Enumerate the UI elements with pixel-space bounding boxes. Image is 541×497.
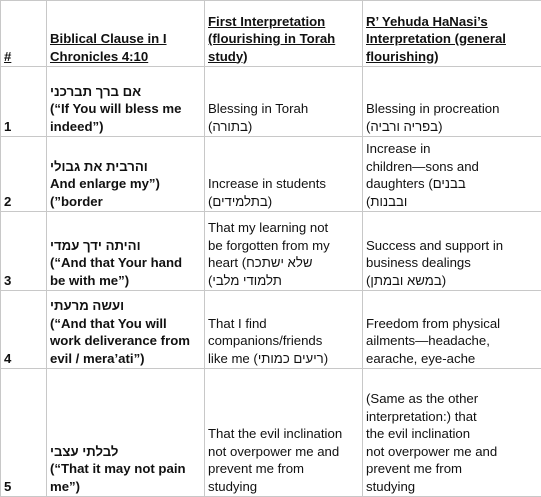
table-row [1, 212, 541, 291]
second-interpretation-cell [363, 291, 541, 369]
clause-cell-line: work deliverance from [50, 332, 201, 350]
first-interpretation-cell-line: studying [208, 478, 359, 496]
row-number: 2 [1, 137, 47, 212]
row-number: 3 [1, 212, 47, 291]
second-interpretation-cell-line: (במשא ובמתן) [366, 272, 538, 290]
clause-cell-line: be with me”) [50, 272, 201, 290]
first-interpretation-cell-line: Blessing in Torah [208, 100, 359, 118]
header-number: # [1, 1, 47, 67]
first-interpretation-cell-line: (בתלמידים) [208, 193, 359, 211]
table-row [1, 369, 541, 497]
row-number: 5 [1, 369, 47, 497]
row-number: 1 [1, 67, 47, 137]
first-interpretation-cell-line: like me (ריעים כמותי) [208, 350, 359, 368]
second-interpretation-cell-line: (Same as the other [366, 390, 538, 408]
second-interpretation-cell [363, 137, 541, 212]
header-first-interpretation: First Interpretation (flourishing in Torah study) [205, 1, 363, 67]
first-interpretation-cell [205, 212, 363, 291]
first-interpretation-cell-line: That I find [208, 315, 359, 333]
clause-cell-line: לבלתי עצבי [50, 443, 201, 461]
clause-cell-line: (“If You will bless me [50, 100, 201, 118]
clause-cell [47, 67, 205, 137]
first-interpretation-cell [205, 67, 363, 137]
clause-cell-line: והיתה ידך עמדי [50, 237, 201, 255]
clause-cell-line: (“That it may not pain [50, 460, 201, 478]
clause-cell-line: (”border [50, 193, 201, 211]
second-interpretation-cell-line: Freedom from physical [366, 315, 538, 333]
second-interpretation-cell [363, 212, 541, 291]
second-interpretation-cell-line: prevent me from [366, 460, 538, 478]
first-interpretation-cell-line: That the evil inclination [208, 425, 359, 443]
clause-cell-line: (“And that Your hand [50, 254, 201, 272]
first-interpretation-cell-line: companions/friends [208, 332, 359, 350]
clause-cell-line: והרבית את גבולי [50, 158, 201, 176]
second-interpretation-cell-line: (ובבנות [366, 193, 538, 211]
table-row [1, 137, 541, 212]
first-interpretation-cell [205, 369, 363, 497]
clause-cell [47, 291, 205, 369]
clause-cell-line: ועשה מרעתי [50, 297, 201, 315]
second-interpretation-cell-line: daughters (בבנים [366, 175, 538, 193]
first-interpretation-cell-line: be forgotten from my [208, 237, 359, 255]
first-interpretation-cell-line: That my learning not [208, 219, 359, 237]
first-interpretation-cell [205, 291, 363, 369]
second-interpretation-cell-line: ailments—headache, [366, 332, 538, 350]
second-interpretation-cell [363, 67, 541, 137]
first-interpretation-cell-line: prevent me from [208, 460, 359, 478]
clause-cell-line: And enlarge my”) [50, 175, 201, 193]
header-second-interpretation: R’ Yehuda HaNasi’s Interpretation (general flourishing) [363, 1, 541, 67]
clause-cell-line: evil / mera’ati”) [50, 350, 201, 368]
table-row [1, 67, 541, 137]
first-interpretation-cell [205, 137, 363, 212]
second-interpretation-cell-line: business dealings [366, 254, 538, 272]
second-interpretation-cell-line: Success and support in [366, 237, 538, 255]
second-interpretation-cell-line: earache, eye-ache [366, 350, 538, 368]
header-row [1, 1, 541, 67]
clause-cell-line: אם ברך תברכני [50, 83, 201, 101]
clause-cell-line: me”) [50, 478, 201, 496]
second-interpretation-cell-line: not overpower me and [366, 443, 538, 461]
first-interpretation-cell-line: heart (שלא ישתכח [208, 254, 359, 272]
second-interpretation-cell-line: studying [366, 478, 538, 496]
row-number: 4 [1, 291, 47, 369]
second-interpretation-cell-line: children—sons and [366, 158, 538, 176]
first-interpretation-cell-line: (תלמודי מלבי [208, 272, 359, 290]
second-interpretation-cell-line: Blessing in procreation [366, 100, 538, 118]
second-interpretation-cell-line: the evil inclination [366, 425, 538, 443]
second-interpretation-cell-line: (בפריה ורביה) [366, 118, 538, 136]
clause-cell-line: indeed”) [50, 118, 201, 136]
clause-cell [47, 369, 205, 497]
first-interpretation-cell-line: (בתורה) [208, 118, 359, 136]
second-interpretation-cell-line: interpretation:) that [366, 408, 538, 426]
first-interpretation-cell-line: not overpower me and [208, 443, 359, 461]
clause-cell-line: (“And that You will [50, 315, 201, 333]
header-clause: Biblical Clause in I Chronicles 4:10 [47, 1, 205, 67]
second-interpretation-cell-line: Increase in [366, 140, 538, 158]
first-interpretation-cell-line: Increase in students [208, 175, 359, 193]
clause-cell [47, 212, 205, 291]
second-interpretation-cell [363, 369, 541, 497]
clause-cell [47, 137, 205, 212]
table-row [1, 291, 541, 369]
